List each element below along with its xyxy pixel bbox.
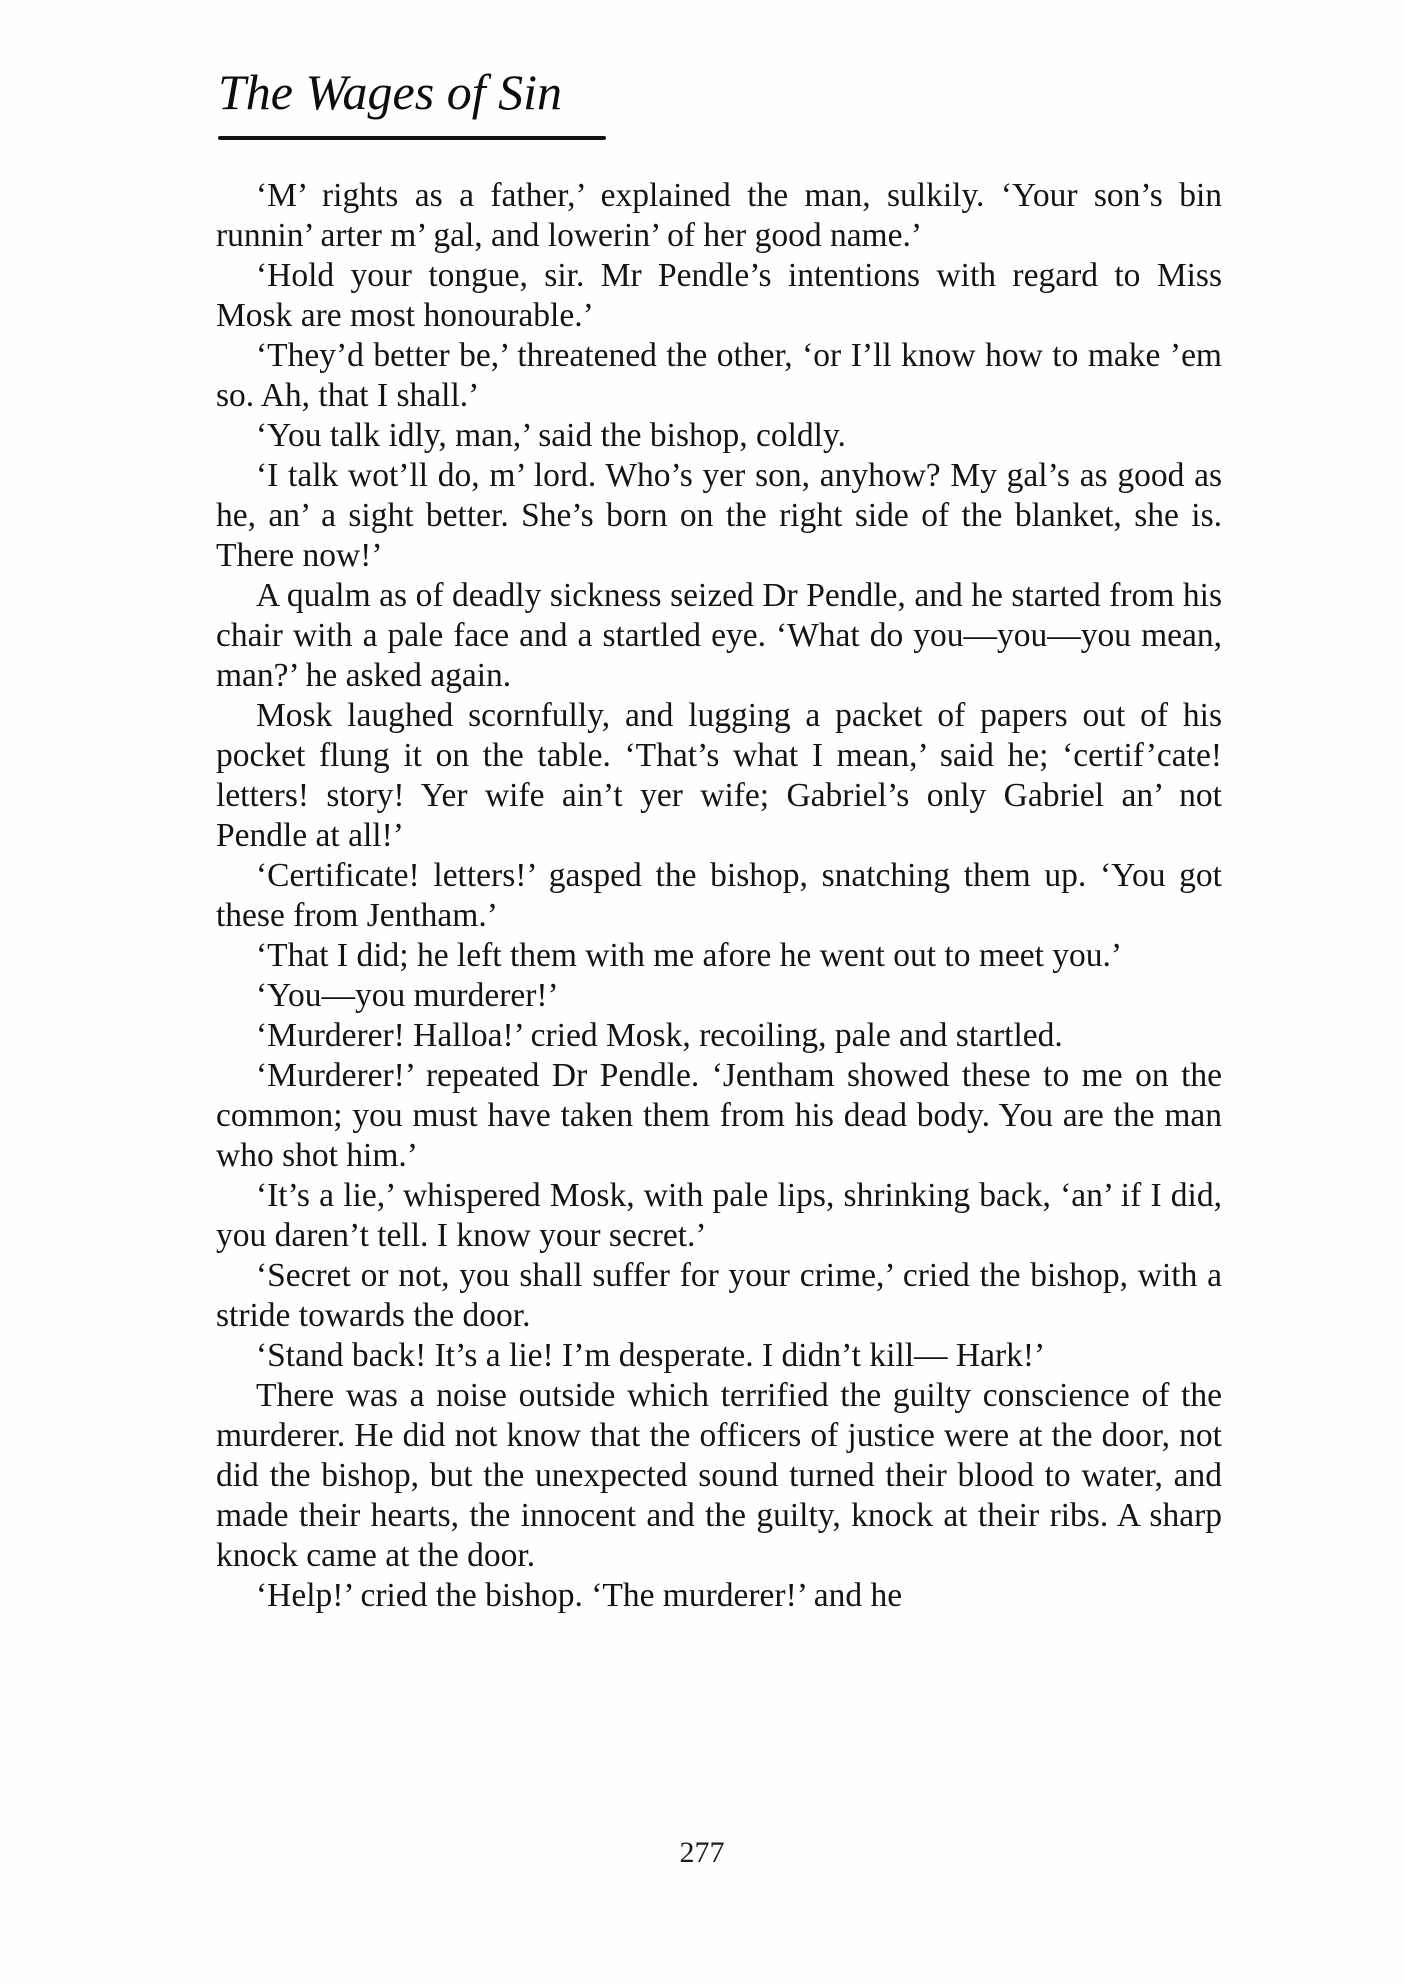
paragraph: ‘Murderer! Halloa!’ cried Mosk, recoiling, pale and startled. <box>256 1017 1063 1054</box>
paragraph: ‘That I did; he left them with me afore he went out to meet you.’ <box>256 937 1123 974</box>
paragraph: ‘It’s a lie,’ whispered Mosk, with pale lips, shrinking back, ‘an’ if I did, you daren’t tell. I know your secret.’ <box>216 1177 1222 1254</box>
paragraph: ‘Stand back! It’s a lie! I’m desperate. I didn’t kill— Hark!’ <box>256 1337 1046 1374</box>
body-text <box>216 176 1222 1616</box>
header-rule <box>218 136 606 140</box>
paragraph: ‘They’d better be,’ threatened the other, ‘or I’ll know how to make ’em so. Ah, that I shall.’ <box>216 337 1222 414</box>
paragraph: ‘M’ rights as a father,’ explained the man, sulkily. ‘Your son’s bin runnin’ arter m’ gal, and lowerin’ of her good name.’ <box>216 177 1222 254</box>
running-head: The Wages of Sin <box>218 64 562 120</box>
paragraph: A qualm as of deadly sickness seized Dr Pendle, and he started from his chair with a pale face and a startled eye. ‘What do you—you—you mean, man?’ he asked again. <box>216 577 1222 694</box>
paragraph: ‘You talk idly, man,’ said the bishop, coldly. <box>256 417 846 454</box>
paragraph: ‘I talk wot’ll do, m’ lord. Who’s yer son, anyhow? My gal’s as good as he, an’ a sight better. She’s born on the right side of the blanket, she is. There now!’ <box>216 457 1222 574</box>
page-number: 277 <box>679 1836 725 1869</box>
paragraph: There was a noise outside which terrified the guilty conscience of the murderer. He did not know that the officers of justice were at the door, not did the bishop, but the unexpected sound turned their blood to water, and made their hearts, the innocent and the guilty, knock at their ribs. A sharp knock came at the door. <box>216 1377 1222 1574</box>
paragraph: ‘Certificate! letters!’ gasped the bishop, snatching them up. ‘You got these from Jentham.’ <box>216 857 1222 934</box>
paragraph: ‘You—you murderer!’ <box>256 977 559 1014</box>
paragraph: ‘Hold your tongue, sir. Mr Pendle’s intentions with regard to Miss Mosk are most honourable.’ <box>216 257 1222 334</box>
paragraph: ‘Murderer!’ repeated Dr Pendle. ‘Jentham showed these to me on the common; you must have taken them from his dead body. You are the man who shot him.’ <box>216 1057 1222 1174</box>
paragraph: ‘Help!’ cried the bishop. ‘The murderer!’ and he <box>256 1577 903 1614</box>
paragraph: ‘Secret or not, you shall suffer for your crime,’ cried the bishop, with a stride towards the door. <box>216 1257 1222 1334</box>
paragraph: Mosk laughed scornfully, and lugging a packet of papers out of his pocket flung it on the table. ‘That’s what I mean,’ said he; ‘certif’cate! letters! story! Yer wife ain’t yer wife; Gabriel’s only Gabriel an’ not Pendle at all!’ <box>216 697 1222 854</box>
